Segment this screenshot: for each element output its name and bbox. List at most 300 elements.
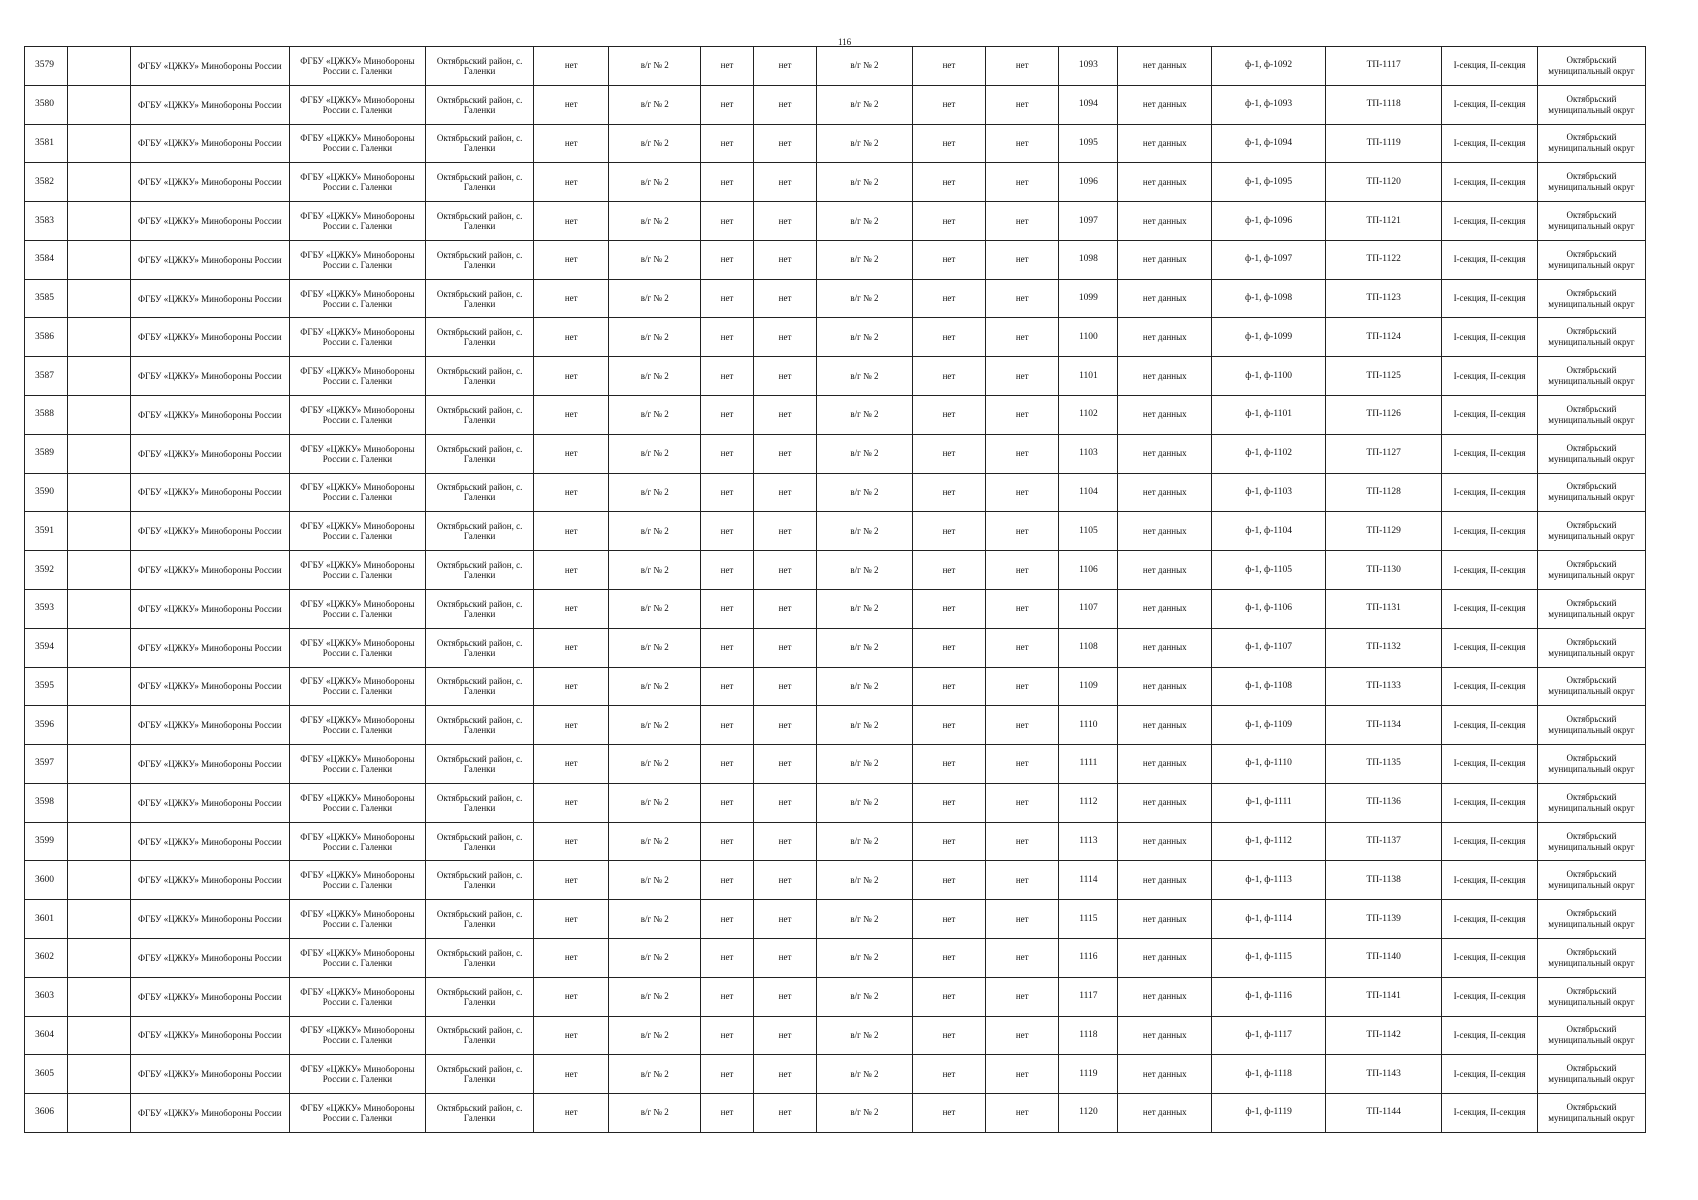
- code-cell: 1110: [1059, 706, 1118, 745]
- substation-cell: ТП-1118: [1326, 85, 1442, 124]
- flag-cell-5: нет: [986, 473, 1059, 512]
- feeder-cell: ф-1, ф-1100: [1212, 357, 1326, 396]
- feeder-cell: ф-1, ф-1104: [1212, 512, 1326, 551]
- substation-cell: ТП-1132: [1326, 628, 1442, 667]
- flag-cell-3: нет: [753, 124, 816, 163]
- flag-cell-4: нет: [912, 1055, 985, 1094]
- owner-cell: ФГБУ «ЦЖКУ» Минобороны России: [130, 357, 289, 396]
- substation-cell: ТП-1121: [1326, 202, 1442, 241]
- substation-cell: ТП-1122: [1326, 240, 1442, 279]
- operator-cell: ФГБУ «ЦЖКУ» Минобороны России с. Галенки: [289, 318, 425, 357]
- owner-cell: ФГБУ «ЦЖКУ» Минобороны России: [130, 279, 289, 318]
- code-cell: 1120: [1059, 1094, 1118, 1133]
- location-cell: Октябрьский район, с. Галенки: [426, 822, 534, 861]
- operator-cell: ФГБУ «ЦЖКУ» Минобороны России с. Галенки: [289, 783, 425, 822]
- owner-cell: ФГБУ «ЦЖКУ» Минобороны России: [130, 900, 289, 939]
- flag-cell-1: нет: [534, 861, 609, 900]
- flag-cell-3: нет: [753, 938, 816, 977]
- row-number-cell: 3606: [25, 1094, 68, 1133]
- empty-cell: [67, 1016, 130, 1055]
- substation-cell: ТП-1125: [1326, 357, 1442, 396]
- empty-cell: [67, 938, 130, 977]
- military-town-cell-2: в/г № 2: [817, 279, 913, 318]
- code-cell: 1119: [1059, 1055, 1118, 1094]
- military-town-cell-1: в/г № 2: [609, 551, 701, 590]
- flag-cell-3: нет: [753, 396, 816, 435]
- flag-cell-1: нет: [534, 822, 609, 861]
- owner-cell: ФГБУ «ЦЖКУ» Минобороны России: [130, 240, 289, 279]
- table-row: [25, 512, 1646, 551]
- table-row: [25, 551, 1646, 590]
- location-cell: Октябрьский район, с. Галенки: [426, 357, 534, 396]
- flag-cell-3: нет: [753, 589, 816, 628]
- operator-cell: ФГБУ «ЦЖКУ» Минобороны России с. Галенки: [289, 745, 425, 784]
- flag-cell-3: нет: [753, 318, 816, 357]
- feeder-cell: ф-1, ф-1099: [1212, 318, 1326, 357]
- flag-cell-1: нет: [534, 1094, 609, 1133]
- flag-cell-2: нет: [701, 240, 754, 279]
- table-row: [25, 822, 1646, 861]
- location-cell: Октябрьский район, с. Галенки: [426, 667, 534, 706]
- owner-cell: ФГБУ «ЦЖКУ» Минобороны России: [130, 434, 289, 473]
- empty-cell: [67, 783, 130, 822]
- municipality-cell: Октябрьский муниципальный округ: [1537, 938, 1645, 977]
- flag-cell-3: нет: [753, 240, 816, 279]
- flag-cell-3: нет: [753, 822, 816, 861]
- military-town-cell-2: в/г № 2: [817, 1016, 913, 1055]
- sections-cell: I-секция, II-секция: [1442, 240, 1538, 279]
- flag-cell-1: нет: [534, 589, 609, 628]
- military-town-cell-1: в/г № 2: [609, 938, 701, 977]
- flag-cell-3: нет: [753, 628, 816, 667]
- table-row: [25, 473, 1646, 512]
- owner-cell: ФГБУ «ЦЖКУ» Минобороны России: [130, 124, 289, 163]
- location-cell: Октябрьский район, с. Галенки: [426, 240, 534, 279]
- location-cell: Октябрьский район, с. Галенки: [426, 47, 534, 86]
- location-cell: Октябрьский район, с. Галенки: [426, 783, 534, 822]
- municipality-cell: Октябрьский муниципальный округ: [1537, 47, 1645, 86]
- sections-cell: I-секция, II-секция: [1442, 822, 1538, 861]
- code-cell: 1099: [1059, 279, 1118, 318]
- owner-cell: ФГБУ «ЦЖКУ» Минобороны России: [130, 85, 289, 124]
- empty-cell: [67, 822, 130, 861]
- table-row: [25, 47, 1646, 86]
- empty-cell: [67, 202, 130, 241]
- sections-cell: I-секция, II-секция: [1442, 706, 1538, 745]
- operator-cell: ФГБУ «ЦЖКУ» Минобороны России с. Галенки: [289, 163, 425, 202]
- location-cell: Октябрьский район, с. Галенки: [426, 279, 534, 318]
- owner-cell: ФГБУ «ЦЖКУ» Минобороны России: [130, 938, 289, 977]
- operator-cell: ФГБУ «ЦЖКУ» Минобороны России с. Галенки: [289, 396, 425, 435]
- military-town-cell-1: в/г № 2: [609, 783, 701, 822]
- municipality-cell: Октябрьский муниципальный округ: [1537, 861, 1645, 900]
- flag-cell-2: нет: [701, 745, 754, 784]
- military-town-cell-1: в/г № 2: [609, 396, 701, 435]
- owner-cell: ФГБУ «ЦЖКУ» Минобороны России: [130, 1016, 289, 1055]
- flag-cell-5: нет: [986, 745, 1059, 784]
- flag-cell-1: нет: [534, 628, 609, 667]
- flag-cell-3: нет: [753, 434, 816, 473]
- flag-cell-5: нет: [986, 1016, 1059, 1055]
- flag-cell-1: нет: [534, 357, 609, 396]
- military-town-cell-1: в/г № 2: [609, 124, 701, 163]
- flag-cell-4: нет: [912, 977, 985, 1016]
- location-cell: Октябрьский район, с. Галенки: [426, 745, 534, 784]
- military-town-cell-1: в/г № 2: [609, 822, 701, 861]
- empty-cell: [67, 396, 130, 435]
- row-number-cell: 3605: [25, 1055, 68, 1094]
- municipality-cell: Октябрьский муниципальный округ: [1537, 1055, 1645, 1094]
- flag-cell-2: нет: [701, 1055, 754, 1094]
- location-cell: Октябрьский район, с. Галенки: [426, 938, 534, 977]
- flag-cell-4: нет: [912, 667, 985, 706]
- flag-cell-4: нет: [912, 163, 985, 202]
- row-number-cell: 3585: [25, 279, 68, 318]
- table-row: [25, 589, 1646, 628]
- owner-cell: ФГБУ «ЦЖКУ» Минобороны России: [130, 318, 289, 357]
- feeder-cell: ф-1, ф-1096: [1212, 202, 1326, 241]
- flag-cell-4: нет: [912, 706, 985, 745]
- substation-cell: ТП-1130: [1326, 551, 1442, 590]
- code-cell: 1102: [1059, 396, 1118, 435]
- flag-cell-5: нет: [986, 47, 1059, 86]
- municipality-cell: Октябрьский муниципальный округ: [1537, 589, 1645, 628]
- flag-cell-5: нет: [986, 783, 1059, 822]
- status-cell: нет данных: [1118, 124, 1212, 163]
- flag-cell-5: нет: [986, 977, 1059, 1016]
- flag-cell-2: нет: [701, 628, 754, 667]
- row-number-cell: 3603: [25, 977, 68, 1016]
- military-town-cell-2: в/г № 2: [817, 938, 913, 977]
- flag-cell-4: нет: [912, 822, 985, 861]
- municipality-cell: Октябрьский муниципальный округ: [1537, 745, 1645, 784]
- row-number-cell: 3593: [25, 589, 68, 628]
- location-cell: Октябрьский район, с. Галенки: [426, 861, 534, 900]
- owner-cell: ФГБУ «ЦЖКУ» Минобороны России: [130, 822, 289, 861]
- location-cell: Октябрьский район, с. Галенки: [426, 202, 534, 241]
- status-cell: нет данных: [1118, 589, 1212, 628]
- military-town-cell-2: в/г № 2: [817, 202, 913, 241]
- flag-cell-1: нет: [534, 512, 609, 551]
- flag-cell-5: нет: [986, 1055, 1059, 1094]
- empty-cell: [67, 357, 130, 396]
- substation-cell: ТП-1140: [1326, 938, 1442, 977]
- empty-cell: [67, 473, 130, 512]
- flag-cell-1: нет: [534, 938, 609, 977]
- row-number-cell: 3597: [25, 745, 68, 784]
- table-row: [25, 124, 1646, 163]
- empty-cell: [67, 318, 130, 357]
- flag-cell-5: нет: [986, 357, 1059, 396]
- table-row: [25, 977, 1646, 1016]
- flag-cell-1: нет: [534, 434, 609, 473]
- municipality-cell: Октябрьский муниципальный округ: [1537, 279, 1645, 318]
- operator-cell: ФГБУ «ЦЖКУ» Минобороны России с. Галенки: [289, 85, 425, 124]
- flag-cell-1: нет: [534, 900, 609, 939]
- substation-cell: ТП-1133: [1326, 667, 1442, 706]
- military-town-cell-1: в/г № 2: [609, 240, 701, 279]
- code-cell: 1093: [1059, 47, 1118, 86]
- military-town-cell-1: в/г № 2: [609, 512, 701, 551]
- status-cell: нет данных: [1118, 85, 1212, 124]
- flag-cell-4: нет: [912, 279, 985, 318]
- flag-cell-1: нет: [534, 1016, 609, 1055]
- empty-cell: [67, 745, 130, 784]
- status-cell: нет данных: [1118, 512, 1212, 551]
- location-cell: Октябрьский район, с. Галенки: [426, 977, 534, 1016]
- substation-cell: ТП-1139: [1326, 900, 1442, 939]
- table-body: [25, 47, 1646, 1133]
- table-row: [25, 279, 1646, 318]
- code-cell: 1104: [1059, 473, 1118, 512]
- flag-cell-4: нет: [912, 1094, 985, 1133]
- empty-cell: [67, 551, 130, 590]
- empty-cell: [67, 163, 130, 202]
- table-row: [25, 1016, 1646, 1055]
- operator-cell: ФГБУ «ЦЖКУ» Минобороны России с. Галенки: [289, 434, 425, 473]
- flag-cell-4: нет: [912, 589, 985, 628]
- operator-cell: ФГБУ «ЦЖКУ» Минобороны России с. Галенки: [289, 977, 425, 1016]
- code-cell: 1094: [1059, 85, 1118, 124]
- substation-cell: ТП-1126: [1326, 396, 1442, 435]
- flag-cell-5: нет: [986, 667, 1059, 706]
- code-cell: 1096: [1059, 163, 1118, 202]
- flag-cell-3: нет: [753, 47, 816, 86]
- flag-cell-2: нет: [701, 434, 754, 473]
- location-cell: Октябрьский район, с. Галенки: [426, 1055, 534, 1094]
- flag-cell-5: нет: [986, 512, 1059, 551]
- row-number-cell: 3588: [25, 396, 68, 435]
- status-cell: нет данных: [1118, 163, 1212, 202]
- sections-cell: I-секция, II-секция: [1442, 396, 1538, 435]
- substation-cell: ТП-1127: [1326, 434, 1442, 473]
- sections-cell: I-секция, II-секция: [1442, 938, 1538, 977]
- municipality-cell: Октябрьский муниципальный округ: [1537, 396, 1645, 435]
- operator-cell: ФГБУ «ЦЖКУ» Минобороны России с. Галенки: [289, 822, 425, 861]
- code-cell: 1116: [1059, 938, 1118, 977]
- flag-cell-2: нет: [701, 667, 754, 706]
- flag-cell-3: нет: [753, 900, 816, 939]
- row-number-cell: 3580: [25, 85, 68, 124]
- empty-cell: [67, 47, 130, 86]
- flag-cell-3: нет: [753, 85, 816, 124]
- military-town-cell-1: в/г № 2: [609, 279, 701, 318]
- operator-cell: ФГБУ «ЦЖКУ» Минобороны России с. Галенки: [289, 202, 425, 241]
- military-town-cell-2: в/г № 2: [817, 1094, 913, 1133]
- location-cell: Октябрьский район, с. Галенки: [426, 396, 534, 435]
- operator-cell: ФГБУ «ЦЖКУ» Минобороны России с. Галенки: [289, 938, 425, 977]
- status-cell: нет данных: [1118, 434, 1212, 473]
- flag-cell-5: нет: [986, 706, 1059, 745]
- operator-cell: ФГБУ «ЦЖКУ» Минобороны России с. Галенки: [289, 706, 425, 745]
- flag-cell-2: нет: [701, 1094, 754, 1133]
- status-cell: нет данных: [1118, 551, 1212, 590]
- flag-cell-2: нет: [701, 589, 754, 628]
- sections-cell: I-секция, II-секция: [1442, 512, 1538, 551]
- registry-table: [24, 46, 1646, 1133]
- table-row: [25, 202, 1646, 241]
- status-cell: нет данных: [1118, 1055, 1212, 1094]
- feeder-cell: ф-1, ф-1101: [1212, 396, 1326, 435]
- operator-cell: ФГБУ «ЦЖКУ» Минобороны России с. Галенки: [289, 900, 425, 939]
- military-town-cell-1: в/г № 2: [609, 628, 701, 667]
- status-cell: нет данных: [1118, 1094, 1212, 1133]
- military-town-cell-1: в/г № 2: [609, 745, 701, 784]
- table-row: [25, 861, 1646, 900]
- military-town-cell-1: в/г № 2: [609, 318, 701, 357]
- substation-cell: ТП-1128: [1326, 473, 1442, 512]
- flag-cell-5: нет: [986, 202, 1059, 241]
- flag-cell-2: нет: [701, 357, 754, 396]
- military-town-cell-2: в/г № 2: [817, 822, 913, 861]
- code-cell: 1111: [1059, 745, 1118, 784]
- feeder-cell: ф-1, ф-1094: [1212, 124, 1326, 163]
- flag-cell-5: нет: [986, 163, 1059, 202]
- row-number-cell: 3589: [25, 434, 68, 473]
- sections-cell: I-секция, II-секция: [1442, 124, 1538, 163]
- military-town-cell-2: в/г № 2: [817, 1055, 913, 1094]
- feeder-cell: ф-1, ф-1092: [1212, 47, 1326, 86]
- flag-cell-3: нет: [753, 163, 816, 202]
- row-number-cell: 3602: [25, 938, 68, 977]
- operator-cell: ФГБУ «ЦЖКУ» Минобороны России с. Галенки: [289, 1094, 425, 1133]
- row-number-cell: 3598: [25, 783, 68, 822]
- flag-cell-4: нет: [912, 783, 985, 822]
- military-town-cell-2: в/г № 2: [817, 861, 913, 900]
- empty-cell: [67, 434, 130, 473]
- military-town-cell-2: в/г № 2: [817, 977, 913, 1016]
- sections-cell: I-секция, II-секция: [1442, 279, 1538, 318]
- substation-cell: ТП-1137: [1326, 822, 1442, 861]
- status-cell: нет данных: [1118, 861, 1212, 900]
- row-number-cell: 3594: [25, 628, 68, 667]
- location-cell: Октябрьский район, с. Галенки: [426, 706, 534, 745]
- substation-cell: ТП-1142: [1326, 1016, 1442, 1055]
- feeder-cell: ф-1, ф-1098: [1212, 279, 1326, 318]
- flag-cell-2: нет: [701, 861, 754, 900]
- code-cell: 1103: [1059, 434, 1118, 473]
- sections-cell: I-секция, II-секция: [1442, 202, 1538, 241]
- flag-cell-3: нет: [753, 512, 816, 551]
- sections-cell: I-секция, II-секция: [1442, 977, 1538, 1016]
- military-town-cell-1: в/г № 2: [609, 589, 701, 628]
- municipality-cell: Октябрьский муниципальный округ: [1537, 977, 1645, 1016]
- status-cell: нет данных: [1118, 47, 1212, 86]
- location-cell: Октябрьский район, с. Галенки: [426, 434, 534, 473]
- operator-cell: ФГБУ «ЦЖКУ» Минобороны России с. Галенки: [289, 628, 425, 667]
- substation-cell: ТП-1129: [1326, 512, 1442, 551]
- substation-cell: ТП-1135: [1326, 745, 1442, 784]
- flag-cell-1: нет: [534, 47, 609, 86]
- flag-cell-2: нет: [701, 977, 754, 1016]
- sections-cell: I-секция, II-секция: [1442, 667, 1538, 706]
- military-town-cell-2: в/г № 2: [817, 551, 913, 590]
- sections-cell: I-секция, II-секция: [1442, 47, 1538, 86]
- empty-cell: [67, 124, 130, 163]
- code-cell: 1113: [1059, 822, 1118, 861]
- owner-cell: ФГБУ «ЦЖКУ» Минобороны России: [130, 628, 289, 667]
- owner-cell: ФГБУ «ЦЖКУ» Минобороны России: [130, 202, 289, 241]
- military-town-cell-2: в/г № 2: [817, 706, 913, 745]
- municipality-cell: Октябрьский муниципальный округ: [1537, 551, 1645, 590]
- flag-cell-5: нет: [986, 938, 1059, 977]
- municipality-cell: Октябрьский муниципальный округ: [1537, 512, 1645, 551]
- military-town-cell-1: в/г № 2: [609, 163, 701, 202]
- code-cell: 1098: [1059, 240, 1118, 279]
- feeder-cell: ф-1, ф-1111: [1212, 783, 1326, 822]
- flag-cell-2: нет: [701, 706, 754, 745]
- owner-cell: ФГБУ «ЦЖКУ» Минобороны России: [130, 783, 289, 822]
- flag-cell-4: нет: [912, 202, 985, 241]
- table-row: [25, 434, 1646, 473]
- page-number: 116: [838, 37, 852, 47]
- table-row: [25, 900, 1646, 939]
- flag-cell-3: нет: [753, 706, 816, 745]
- flag-cell-2: нет: [701, 47, 754, 86]
- location-cell: Октябрьский район, с. Галенки: [426, 473, 534, 512]
- table-row: [25, 1055, 1646, 1094]
- substation-cell: ТП-1141: [1326, 977, 1442, 1016]
- row-number-cell: 3590: [25, 473, 68, 512]
- empty-cell: [67, 589, 130, 628]
- owner-cell: ФГБУ «ЦЖКУ» Минобороны России: [130, 1094, 289, 1133]
- military-town-cell-2: в/г № 2: [817, 85, 913, 124]
- feeder-cell: ф-1, ф-1105: [1212, 551, 1326, 590]
- flag-cell-3: нет: [753, 1016, 816, 1055]
- flag-cell-2: нет: [701, 512, 754, 551]
- flag-cell-3: нет: [753, 745, 816, 784]
- flag-cell-4: нет: [912, 900, 985, 939]
- municipality-cell: Октябрьский муниципальный округ: [1537, 667, 1645, 706]
- flag-cell-3: нет: [753, 357, 816, 396]
- row-number-cell: 3586: [25, 318, 68, 357]
- operator-cell: ФГБУ «ЦЖКУ» Минобороны России с. Галенки: [289, 512, 425, 551]
- feeder-cell: ф-1, ф-1114: [1212, 900, 1326, 939]
- flag-cell-3: нет: [753, 279, 816, 318]
- flag-cell-5: нет: [986, 900, 1059, 939]
- status-cell: нет данных: [1118, 357, 1212, 396]
- flag-cell-5: нет: [986, 1094, 1059, 1133]
- sections-cell: I-секция, II-секция: [1442, 163, 1538, 202]
- military-town-cell-2: в/г № 2: [817, 318, 913, 357]
- feeder-cell: ф-1, ф-1095: [1212, 163, 1326, 202]
- owner-cell: ФГБУ «ЦЖКУ» Минобороны России: [130, 667, 289, 706]
- empty-cell: [67, 240, 130, 279]
- location-cell: Октябрьский район, с. Галенки: [426, 551, 534, 590]
- military-town-cell-1: в/г № 2: [609, 1094, 701, 1133]
- row-number-cell: 3579: [25, 47, 68, 86]
- location-cell: Октябрьский район, с. Галенки: [426, 1094, 534, 1133]
- flag-cell-5: нет: [986, 551, 1059, 590]
- location-cell: Октябрьский район, с. Галенки: [426, 163, 534, 202]
- flag-cell-5: нет: [986, 318, 1059, 357]
- table-row: [25, 240, 1646, 279]
- military-town-cell-1: в/г № 2: [609, 667, 701, 706]
- empty-cell: [67, 706, 130, 745]
- feeder-cell: ф-1, ф-1113: [1212, 861, 1326, 900]
- flag-cell-4: нет: [912, 938, 985, 977]
- municipality-cell: Октябрьский муниципальный округ: [1537, 124, 1645, 163]
- flag-cell-5: нет: [986, 240, 1059, 279]
- table-row: [25, 667, 1646, 706]
- flag-cell-4: нет: [912, 1016, 985, 1055]
- table-row: [25, 938, 1646, 977]
- flag-cell-5: нет: [986, 396, 1059, 435]
- military-town-cell-1: в/г № 2: [609, 977, 701, 1016]
- empty-cell: [67, 279, 130, 318]
- flag-cell-3: нет: [753, 1055, 816, 1094]
- substation-cell: ТП-1144: [1326, 1094, 1442, 1133]
